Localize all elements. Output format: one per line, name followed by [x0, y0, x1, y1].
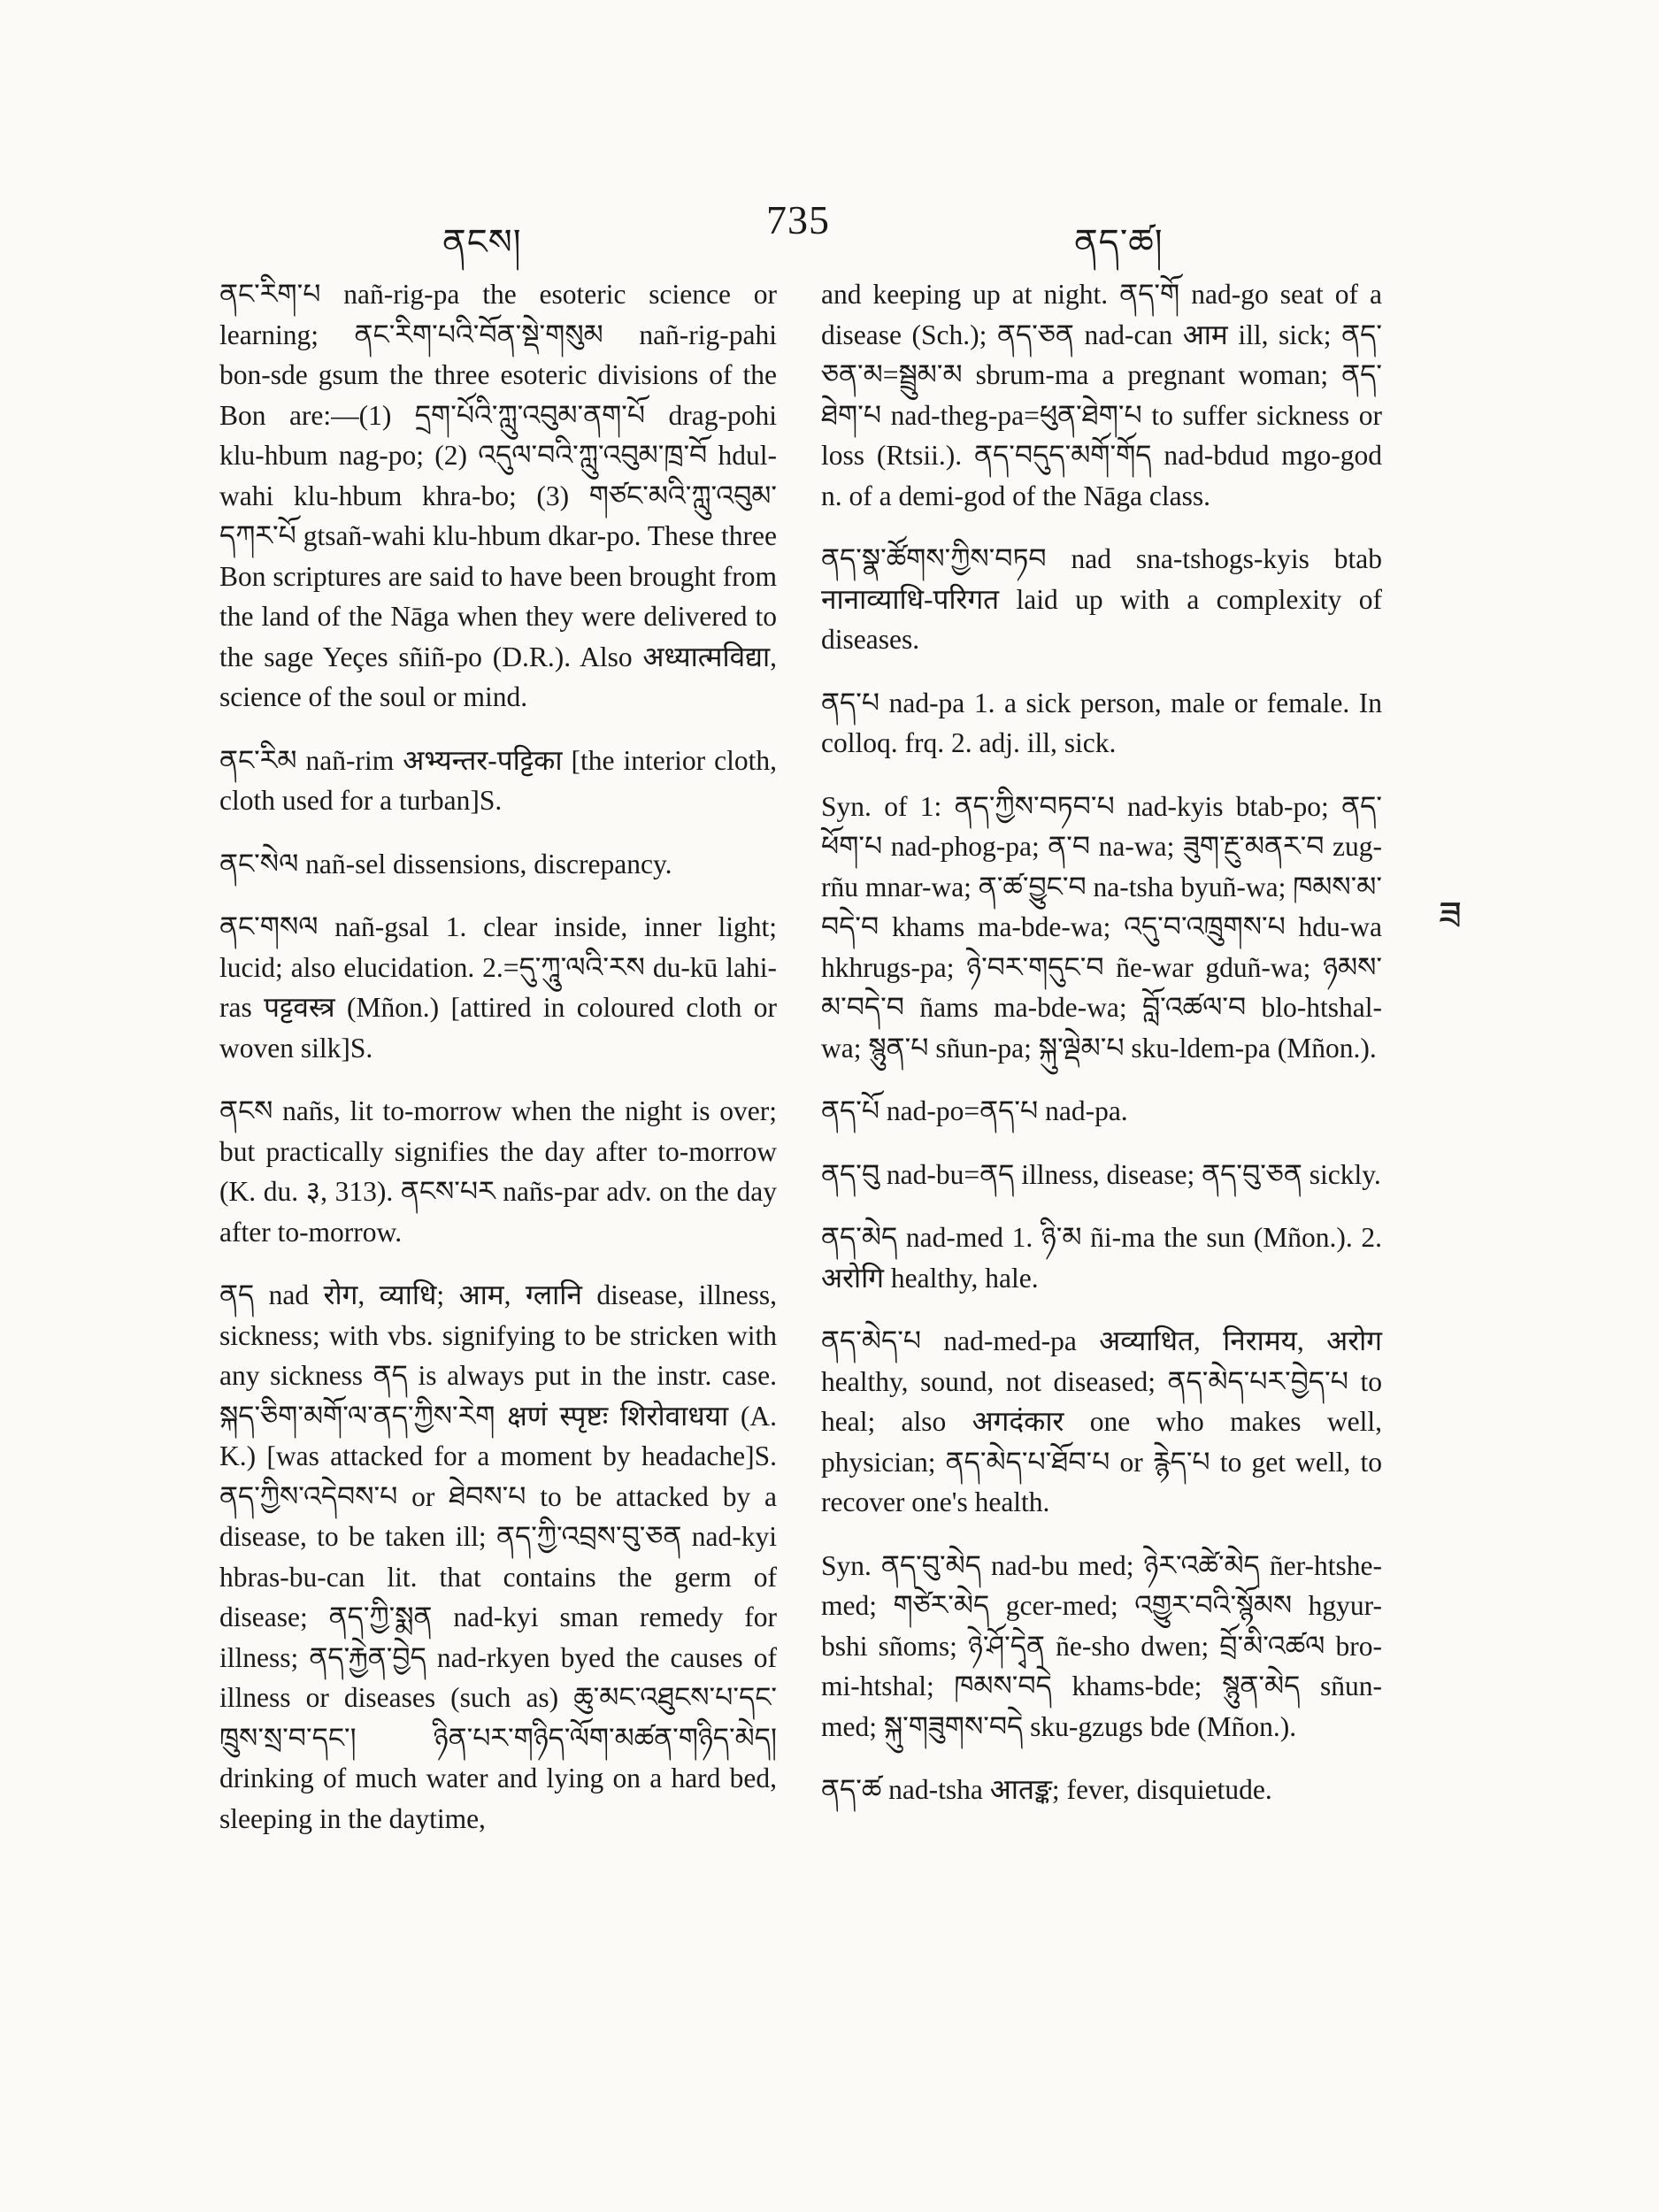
entry-nad-med-synonyms: Syn. ནད་བུ་མེད nad-bu med; ཉེར་འཚེ་མེད ñer-htshe-med; གཙེར་མེད gcer-med; འགྱུར་བའི་སྙོམས hgyur-bshi sñoms; ཉེ་ཤོ་དྭེན ñe-sho dwen; བྲོ་མི་འཚལ bro-mi-htshal; ཁམས་བདེ khams-bde; སྙུན་མེད sñun-med; སྐུ་གཟུགས་བདེ sku-gzugs bde (Mñon.). [821, 1549, 1382, 1742]
entry-nad-tsha: ནད་ཚ nad-tsha आतङ्क; fever, disquietude. [821, 1774, 1272, 1805]
entry-nan-rig-pa: ནང་རིག་པ nañ-rig-pa the esoteric science or learning; ནང་རིག་པའི་བོན་སྡེ་གསུམ nañ-rig-pahi bon-sde gsum the three esoteric divisions of the Bon are:—(1) དྲག་པོའི་ཀླུ་འབུམ་ནག་པོ drag-pohi klu-hbum nag-po; (2) འདུལ་བའི་ཀླུ་འབུམ་ཁྲ་བོ hdul-wahi klu-hbum khra-bo; (3) གཙང་མའི་ཀླུ་འབུམ་དཀར་པོ gtsañ-wahi klu-hbum dkar-po. These three Bon scriptures are said to have been brought from the land of the Nāga when they were delivered to the sage Yeçes sñiñ-po (D.R.). Also अध्यात्मविद्या, science of the soul or mind. [219, 279, 777, 712]
entry-nad-med-pa: ནད་མེད་པ nad-med-pa अव्याधित, निरामय, अरोग healthy, sound, not diseased; ནད་མེད་པར་བྱེད་པ to heal; also अगदंकार one who makes well, physician; ནད་མེད་པ་ཐོབ་པ or རྙེད་པ to get well, to recover one's health. [821, 1325, 1382, 1517]
entry-nan-gsal: ནང་གསལ nañ-gsal 1. clear inside, inner light; lucid; also elucidation. 2.=དུ་ཀཱུ་ལའི་རས du-kū lahi-ras पट्टवस्त्र (Mñon.) [attired in coloured cloth or woven silk]S. [219, 911, 777, 1064]
entry-nad-med: ནད་མེད nad-med 1. ཉི་མ ñi-ma the sun (Mñon.). 2. अरोगि healthy, hale. [821, 1222, 1382, 1294]
entry-nad-pa: ནད་པ nad-pa 1. a sick person, male or female. In colloq. frq. 2. adj. ill, sick. [821, 687, 1382, 758]
entry-nad-sna-tshogs: ནད་སྣ་ཚོགས་ཀྱིས་བཏབ nad sna-tshogs-kyis btab नानाव्याधि-परिगत laid up with a complexity of diseases. [821, 543, 1382, 655]
entry-nad: ནད nad रोग, व्याधि; आम, ग्लानि disease, illness, sickness; with vbs. signifying to be stricken with any sickness ནད is always put in the instr. case. སྐད་ཅིག་མགོ་ལ་ནད་ཀྱིས་རེག क्षणं स्पृष्टः शिरोवाधया (A. K.) [was attacked for a moment by headache]S. ནད་ཀྱིས་འདེབས་པ or ཐེབས་པ to be attacked by a disease, to be taken ill; ནད་ཀྱི་འབྲས་བུ་ཅན nad-kyi hbras-bu-can lit. that contains the germ of disease; ནད་ཀྱི་སྨན nad-kyi sman remedy for illness; ནད་རྐྱེན་བྱེད nad-rkyen byed the causes of illness or diseases (such as) ཆུ་མང་འཐུངས་པ་དང་ཁྲུས་སྲ་བ་དང་། ཉིན་པར་གཉིད་ལོག་མཚན་གཉིད་མེད། drinking of much water and lying on a hard bed, sleeping in the daytime, [219, 1279, 777, 1834]
header-right-word: ནད་ཚ། [1074, 222, 1164, 262]
header-left-word: ནངས། [442, 222, 522, 262]
entry-nans: ནངས nañs, lit to-morrow when the night is over; but practically signifies the day after to-morrow (K. du. ३, 313). ནངས་པར nañs-par adv. on the day after to-morrow. [219, 1095, 777, 1248]
entry-nad-bu: ནད་བུ nad-bu=ནད illness, disease; ནད་བུ་ཅན sickly. [821, 1158, 1381, 1190]
margin-letter-mark: ཟ [1438, 895, 1463, 938]
right-column [821, 274, 1382, 1833]
entry-nan-sel: ནང་སེལ nañ-sel dissensions, discrepancy. [219, 848, 672, 879]
page-number: 735 [766, 197, 830, 242]
entry-nad-pa-synonyms: Syn. of 1: ནད་ཀྱིས་བཏབ་པ nad-kyis btab-po; ནད་ཕོག་པ nad-phog-pa; ན་བ na-wa; ཟུག་རྔུ་མནར་བ zug-rñu mnar-wa; ན་ཚ་བྱུང་བ na-tsha byuñ-wa; ཁམས་མ་བདེ་བ khams ma-bde-wa; འདུ་བ་འཁྲུགས་པ hdu-wa hkhrugs-pa; ཉེ་བར་གདུང་བ ñe-war gduñ-wa; ཉམས་མ་བདེ་བ ñams ma-bde-wa; བློ་འཚལ་བ blo-htshal-wa; སྙུན་པ sñun-pa; སྐུ་ལྡེམ་པ sku-ldem-pa (Mñon.). [821, 790, 1382, 1064]
entry-nad-po: ནད་པོ nad-po=ནད་པ nad-pa. [821, 1095, 1128, 1126]
left-column [219, 274, 777, 1862]
entry-nad-continued: and keeping up at night. ནད་གོ nad-go seat of a disease (Sch.); ནད་ཅན nad-can आम ill, sick; ནད་ཅན་མ=སྦྲུམ་མ sbrum-ma a pregnant woman; ནད་ཐེག་པ nad-theg-pa=ཕུན་ཐེག་པ to suffer sickness or loss (Rtsii.). ནད་བདུད་མགོ་གོད nad-bdud mgo-god n. of a demi-god of the Nāga class. [821, 279, 1382, 511]
entry-nan-rim: ནང་རིམ nañ-rim अभ्यन्तर-पट्टिका [the interior cloth, cloth used for a turban]S. [219, 744, 777, 816]
